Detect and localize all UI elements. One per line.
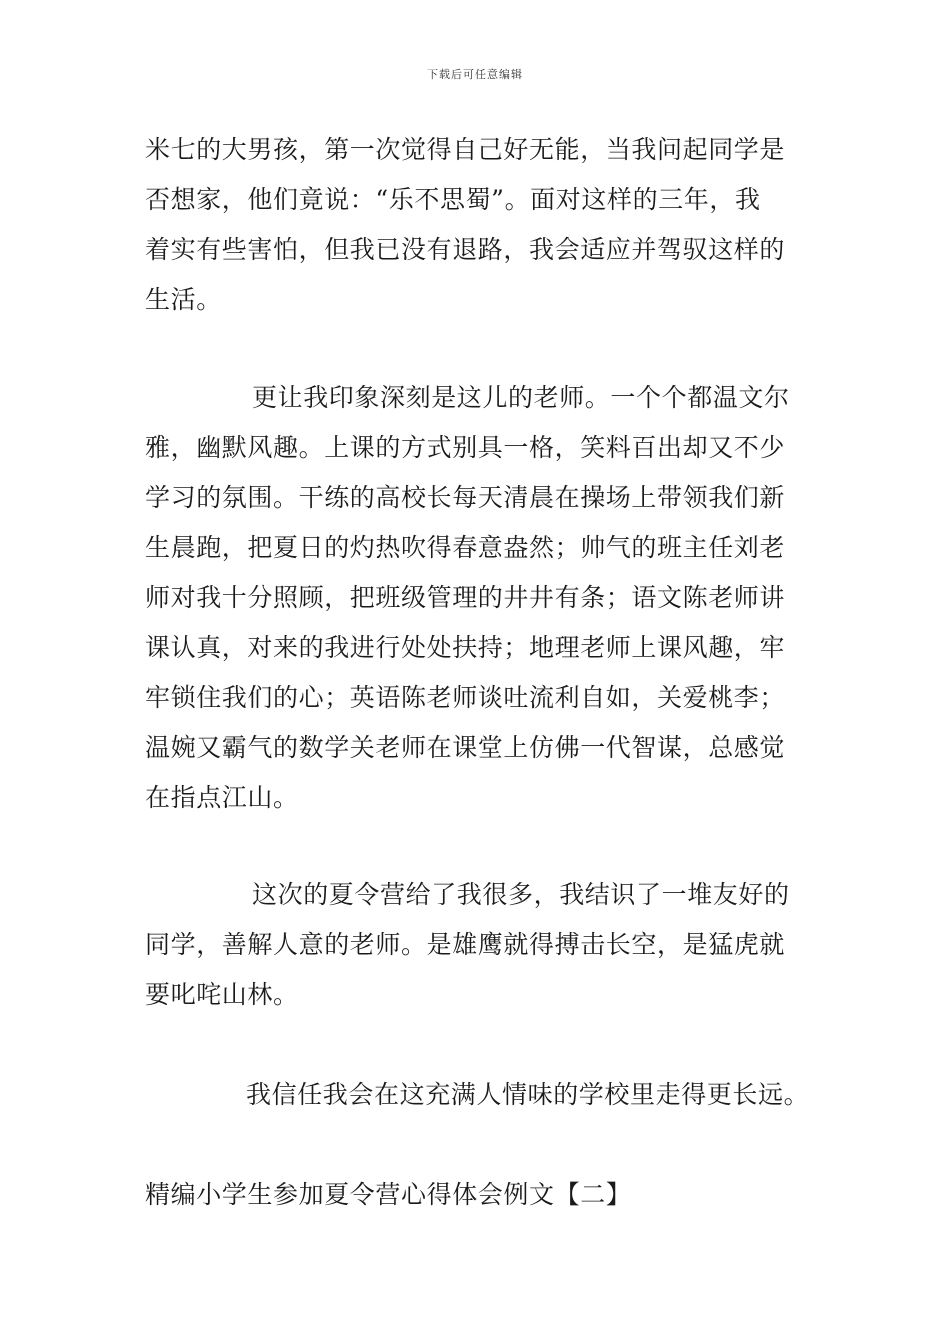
text-line: 这次的夏令营给了我很多，我结识了一堆友好的 (252, 880, 790, 909)
text-line: 课认真，对来的我进行处处扶持；地理老师上课风趣，牢 (145, 633, 786, 662)
text-line: 要叱咤山林。 (145, 980, 299, 1009)
text-line: 同学，善解人意的老师。是雄鹰就得搏击长空，是猛虎就 (145, 930, 786, 959)
text-line: 否想家，他们竟说：“乐不思蜀”。面对这样的三年，我 (145, 185, 761, 214)
text-line: 温婉又霸气的数学关老师在课堂上仿佛一代智谋，总感觉 (145, 733, 786, 762)
text-line: 生活。 (145, 285, 222, 314)
text-line: 雅，幽默风趣。上课的方式别具一格，笑料百出却又不少 (145, 433, 786, 462)
text-line: 牢锁住我们的心；英语陈老师谈吐流利自如，关爱桃李； (145, 683, 786, 712)
text-line: 我信任我会在这充满人情味的学校里走得更长远。 (246, 1080, 810, 1109)
section-title: 精编小学生参加夏令营心得体会例文【二】 (145, 1180, 632, 1209)
text-line: 在指点江山。 (145, 783, 299, 812)
text-line: 更让我印象深刻是这儿的老师。一个个都温文尔 (252, 383, 790, 412)
text-line: 生晨跑，把夏日的灼热吹得春意盎然；帅气的班主任刘老 (145, 533, 786, 562)
page-header: 下载后可任意编辑 (427, 68, 523, 81)
text-line: 师对我十分照顾，把班级管理的井井有条；语文陈老师讲 (145, 583, 786, 612)
text-line: 学习的氛围。干练的高校长每天清晨在操场上带领我们新 (145, 483, 786, 512)
text-line: 米七的大男孩，第一次觉得自己好无能，当我问起同学是 (145, 135, 786, 164)
text-line: 着实有些害怕，但我已没有退路，我会适应并驾驭这样的 (145, 235, 786, 264)
